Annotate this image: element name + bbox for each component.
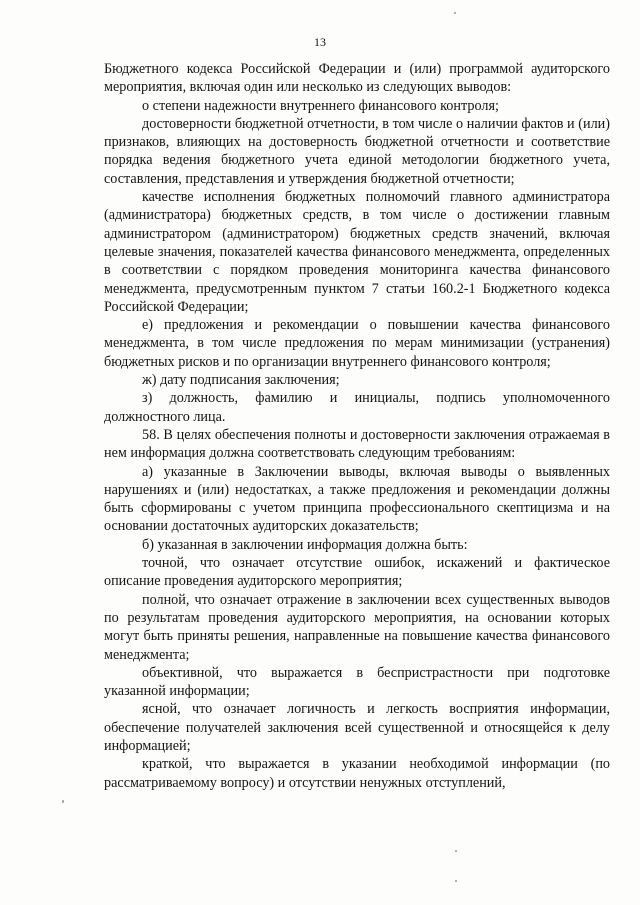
- paragraph: з) должность, фамилию и инициалы, подпись уполномоченного должностного лица.: [104, 390, 610, 425]
- paragraph: краткой, что выражается в указании необходимой информации (по рассматриваемому вопросу) и отсутствии ненужных отступлений,: [104, 756, 610, 791]
- paragraph: объективной, что выражается в беспристрастности при подготовке указанной информации;: [104, 664, 610, 700]
- paragraph: б) указанная в заключении информация должна быть:: [142, 536, 468, 553]
- paragraph: ж) дату подписания заключения;: [142, 372, 340, 389]
- paragraph: полной, что означает отражение в заключении всех существенных выводов по результатам проведения аудиторского мероприятия, на основании которых могут быть приняты решения, направленные на повышение качества финансового менеджмента;: [104, 591, 610, 663]
- paragraph: 58. В целях обеспечения полноты и достоверности заключения отражаемая в нем информация должна соответствовать следующим требованиям:: [104, 426, 610, 462]
- page-number: 13: [314, 35, 326, 49]
- paragraph: ясной, что означает логичность и легкость восприятия информации, обеспечение получателей заключения всей существенной и относящейся к делу информацией;: [104, 701, 610, 754]
- paragraph: е) предложения и рекомендации о повышении качества финансового менеджмента, в том числе предложения по мерам минимизации (устранения) бюджетных рисков и по организации внутреннего финансового контроля;: [104, 317, 610, 370]
- paragraph: о степени надежности внутреннего финансового контроля;: [142, 97, 499, 114]
- paragraph: качестве исполнения бюджетных полномочий главного администратора (администратора) бюджетных средств, в том числе о достижении главным администратором (администратором) бюджетных средств значений, включая целевые значения, показателей качества финансового менеджмента, определенных в соответствии с порядком проведения мониторинга качества финансового менеджмента, предусмотренным пунктом 7 статьи 160.2-1 Бюджетного кодекса Российской Федерации;: [104, 189, 610, 315]
- document-body: [104, 60, 610, 792]
- scan-speck: [454, 12, 456, 14]
- paragraph: точной, что означает отсутствие ошибок, искажений и фактическое описание проведения аудиторского мероприятия;: [104, 555, 610, 590]
- scan-speck: [62, 800, 64, 803]
- paragraph: достоверности бюджетной отчетности, в том числе о наличии фактов и (или) признаков, влияющих на достоверность бюджетной отчетности и соответствие порядка ведения бюджетного учета единой методологии бюджетного учета, составления, представления и утверждения бюджетной отчетности;: [104, 115, 610, 187]
- paragraph: Бюджетного кодекса Российской Федерации и (или) программой аудиторского мероприятия, включая один или несколько из следующих выводов:: [104, 61, 610, 96]
- scan-speck: [455, 880, 457, 882]
- paragraph: а) указанные в Заключении выводы, включая выводы о выявленных нарушениях и (или) недостатках, а также предложения и рекомендации должны быть сформированы с учетом принципа профессионального скептицизма и на основании достаточных аудиторских доказательств;: [104, 463, 610, 535]
- scan-speck: [455, 850, 457, 852]
